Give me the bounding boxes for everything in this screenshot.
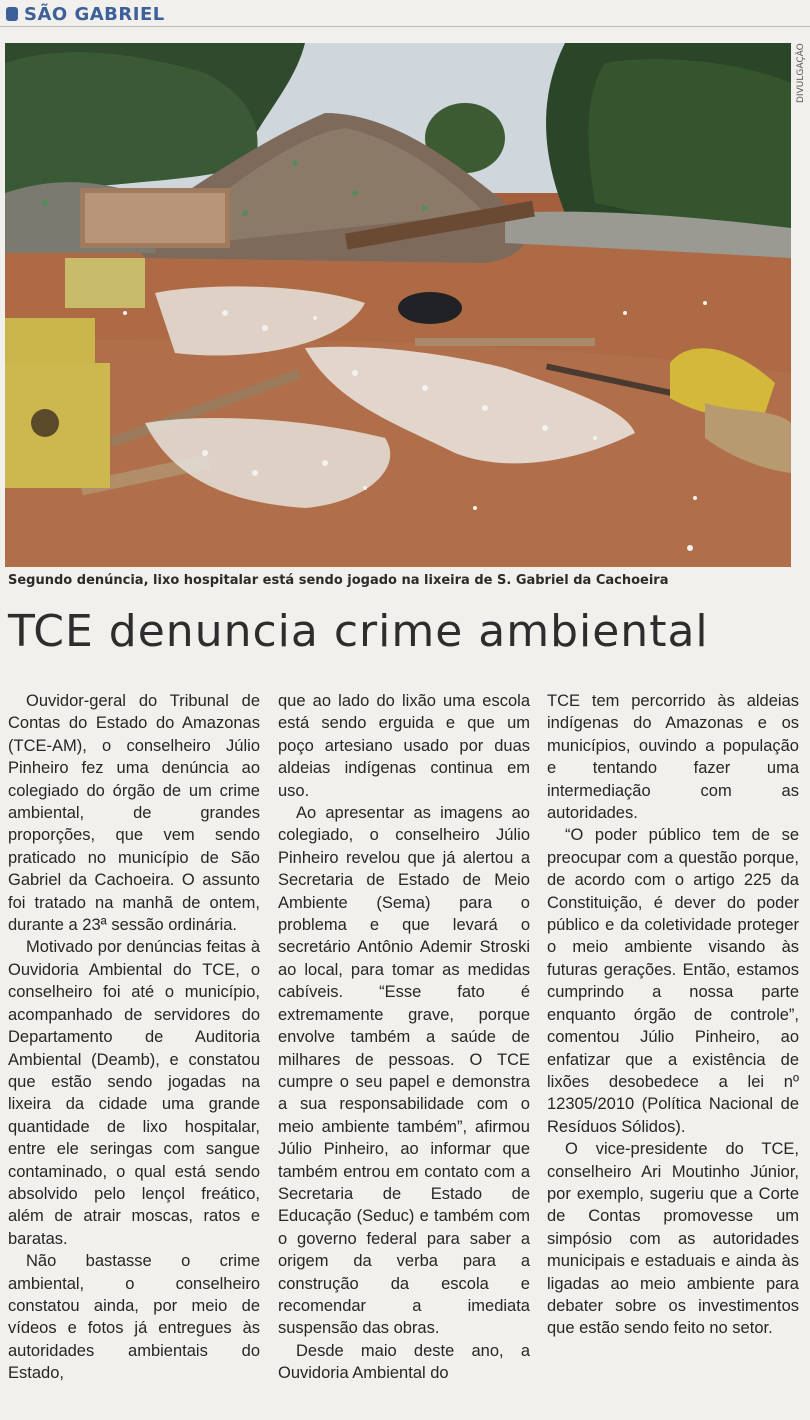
headline: TCE denuncia crime ambiental [8, 606, 709, 657]
paragraph: TCE tem percorrido às aldeias indígenas do Amazonas e os municípios, ouvindo a população e tentando fazer uma intermediação com as autoridades. [547, 692, 799, 823]
photo-credit: DIVULGAÇÃO [796, 43, 806, 103]
paragraph: Ao apresentar as imagens ao colegiado, o conselheiro Júlio Pinheiro revelou que já alertou a Secretaria de Estado de Meio Ambiente (Sema) para o problema e que levará o secretário Antônio Ademir Stroski ao local, para tomar as medidas cabíveis. “Esse fato é extremamente grave, porque envolve também a saúde de milhares de pessoas. O TCE cumpre o seu papel e demonstra a sua responsabilidade com o meio ambiente também”, afirmou Júlio Pinheiro, ao informar que também entrou em contato com a Secretaria de Estado de Educação (Seduc) e também com o governo federal para saber a origem da verba para a construção da escola e recomendar a imediata suspensão das obras. [278, 804, 530, 1338]
paragraph: “O poder público tem de se preocupar com a questão porque, de acordo com o artigo 225 da Constituição, é dever do poder público e da coletividade proteger o meio ambiente visando às futuras gerações. Então, estamos cumprindo a nossa parte enquanto órgão de controle”, comentou Júlio Pinheiro, ao enfatizar que a existência de lixões desobedece a lei nº 12305/2010 (Política Nacional de Resíduos Sólidos). [547, 826, 799, 1136]
article-column-1 [8, 690, 260, 1385]
section-name: SÃO GABRIEL [24, 3, 165, 25]
article-column-2 [278, 690, 530, 1385]
paragraph: O vice-presidente do TCE, conselheiro Ari Moutinho Júnior, por exemplo, sugeriu que a Corte de Contas promovesse um simpósio com as autoridades municipais e estaduais e ainda às ligadas ao meio ambiente para debater sobre os investimentos que estão sendo feito no setor. [547, 1140, 799, 1338]
article-column-3 [547, 690, 799, 1340]
paragraph: Motivado por denúncias feitas à Ouvidoria Ambiental do TCE, o conselheiro foi até o município, acompanhado de servidores do Departamento de Auditoria Ambiental (Deamb), e constatou que estão sendo jogadas na lixeira da cidade uma grande quantidade de lixo hospitalar, entre ele seringas com sangue contaminado, o qual está sendo absolvido pelo lençol freático, além de atrair moscas, ratos e baratas. [8, 938, 260, 1248]
paragraph: Ouvidor-geral do Tribunal de Contas do Estado do Amazonas (TCE-AM), o conselheiro Júlio Pinheiro fez uma denúncia ao colegiado do órgão de um crime ambiental, de grandes proporções, que vem sendo praticado no município de São Gabriel da Cachoeira. O assunto foi tratado na manhã de ontem, durante a 23ª sessão ordinária. [8, 692, 260, 935]
paragraph: Desde maio deste ano, a Ouvidoria Ambiental do [278, 1341, 530, 1383]
top-rule [0, 26, 810, 27]
photo-caption: Segundo denúncia, lixo hospitalar está sendo jogado na lixeira de S. Gabriel da Cachoeira [8, 573, 669, 588]
section-tag [6, 3, 165, 25]
paragraph: Não bastasse o crime ambiental, o conselheiro constatou ainda, por meio de vídeos e fotos já entregues às autoridades ambientais do Estado, [8, 1252, 260, 1383]
paragraph: que ao lado do lixão uma escola está sendo erguida e que um poço artesiano usado por duas aldeias indígenas continua em uso. [278, 692, 530, 800]
section-marker [6, 7, 18, 21]
news-photo [5, 43, 791, 567]
